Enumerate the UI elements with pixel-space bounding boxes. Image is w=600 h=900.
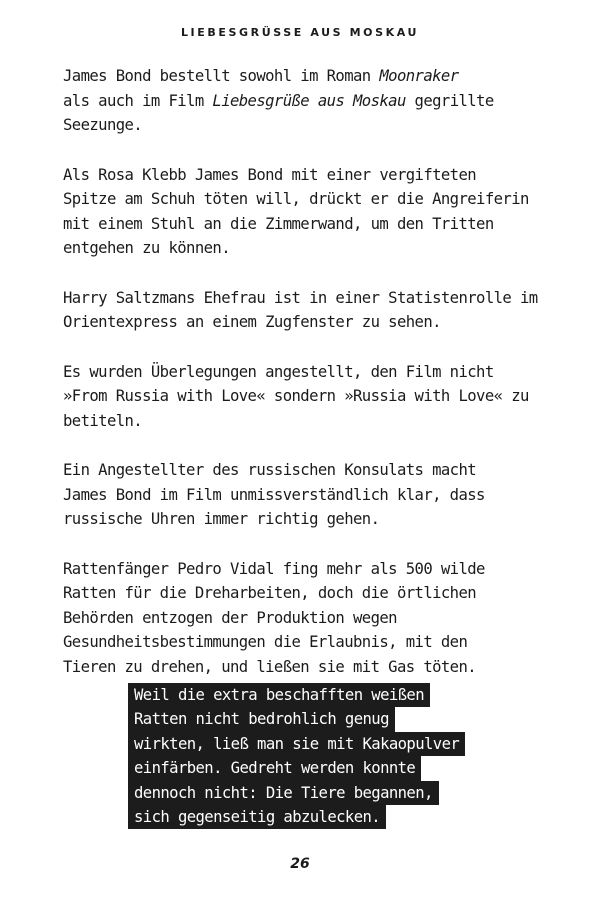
text-line: mit einem Stuhl an die Zimmerwand, um den Tritten <box>63 214 494 233</box>
page-number: 26 <box>290 856 310 872</box>
text-line: Spitze am Schuh töten will, drückt er die Angreiferin <box>63 190 529 208</box>
callout-line: Weil die extra beschafften weißen <box>128 683 430 707</box>
callout-row <box>128 732 468 756</box>
callout-row <box>128 805 468 829</box>
text-line: Als Rosa Klebb James Bond mit einer vergifteten <box>63 165 477 184</box>
paragraph-consulate <box>63 458 543 532</box>
paragraph-moonraker <box>63 64 543 138</box>
text-line: betiteln. <box>63 411 143 430</box>
callout-line: einfärben. Gedreht werden konnte <box>128 756 421 780</box>
callout-row <box>128 781 468 805</box>
text-line: russische Uhren immer richtig gehen. <box>63 510 380 528</box>
callout-line: Ratten nicht bedrohlich genug <box>128 707 395 731</box>
text-line <box>63 64 543 89</box>
text-line: entgehen zu können. <box>63 239 230 257</box>
text-line: Tieren zu drehen, und ließen sie mit Gas töten. <box>63 657 477 676</box>
book-title-moonraker: Moonraker <box>379 67 459 85</box>
text-line: Rattenfänger Pedro Vidal fing mehr als 500 wilde <box>63 559 485 578</box>
running-head: LIEBESGRÜSSE AUS MOSKAU <box>180 26 420 39</box>
paragraph-title-considerations <box>63 360 543 434</box>
text-line: Ratten für die Dreharbeiten, doch die örtlichen <box>63 584 477 602</box>
text-line: Ein Angestellter des russischen Konsulats macht <box>63 461 477 479</box>
text-line: Behörden entzogen der Produktion wegen <box>63 608 397 627</box>
text-line: Orientexpress an einem Zugfenster zu sehen. <box>63 313 441 331</box>
text-segment: gegrillte <box>405 91 494 110</box>
paragraph-rosa-klebb <box>63 163 543 261</box>
highlighted-callout <box>128 683 468 829</box>
callout-row <box>128 707 468 731</box>
text-line <box>63 89 543 114</box>
text-line: Harry Saltzmans Ehefrau ist in einer Statistenrolle im <box>63 288 538 307</box>
paragraph-rat-catcher <box>63 557 543 680</box>
callout-line: dennoch nicht: Die Tiere begannen, <box>128 781 439 805</box>
text-line: Es wurden Überlegungen angestellt, den Film nicht <box>63 362 494 381</box>
callout-line: sich gegenseitig abzulecken. <box>128 805 386 829</box>
text-segment: James Bond bestellt sowohl im Roman <box>63 67 380 85</box>
text-segment: Seezunge. <box>63 116 143 134</box>
text-line: »From Russia with Love« sondern »Russia with Love« zu <box>63 387 529 405</box>
text-line: James Bond im Film unmissverständlich klar, dass <box>63 485 485 504</box>
callout-line: wirkten, ließ man sie mit Kakaopulver <box>128 732 465 756</box>
text-line: Gesundheitsbestimmungen die Erlaubnis, mit den <box>63 633 468 651</box>
callout-row <box>128 683 468 707</box>
body-text <box>63 64 543 704</box>
paragraph-saltzman <box>63 286 543 335</box>
film-title: Liebesgrüße aus Moskau <box>212 91 406 110</box>
callout-row <box>128 756 468 780</box>
text-line <box>63 113 543 138</box>
text-segment: als auch im Film <box>63 91 213 110</box>
